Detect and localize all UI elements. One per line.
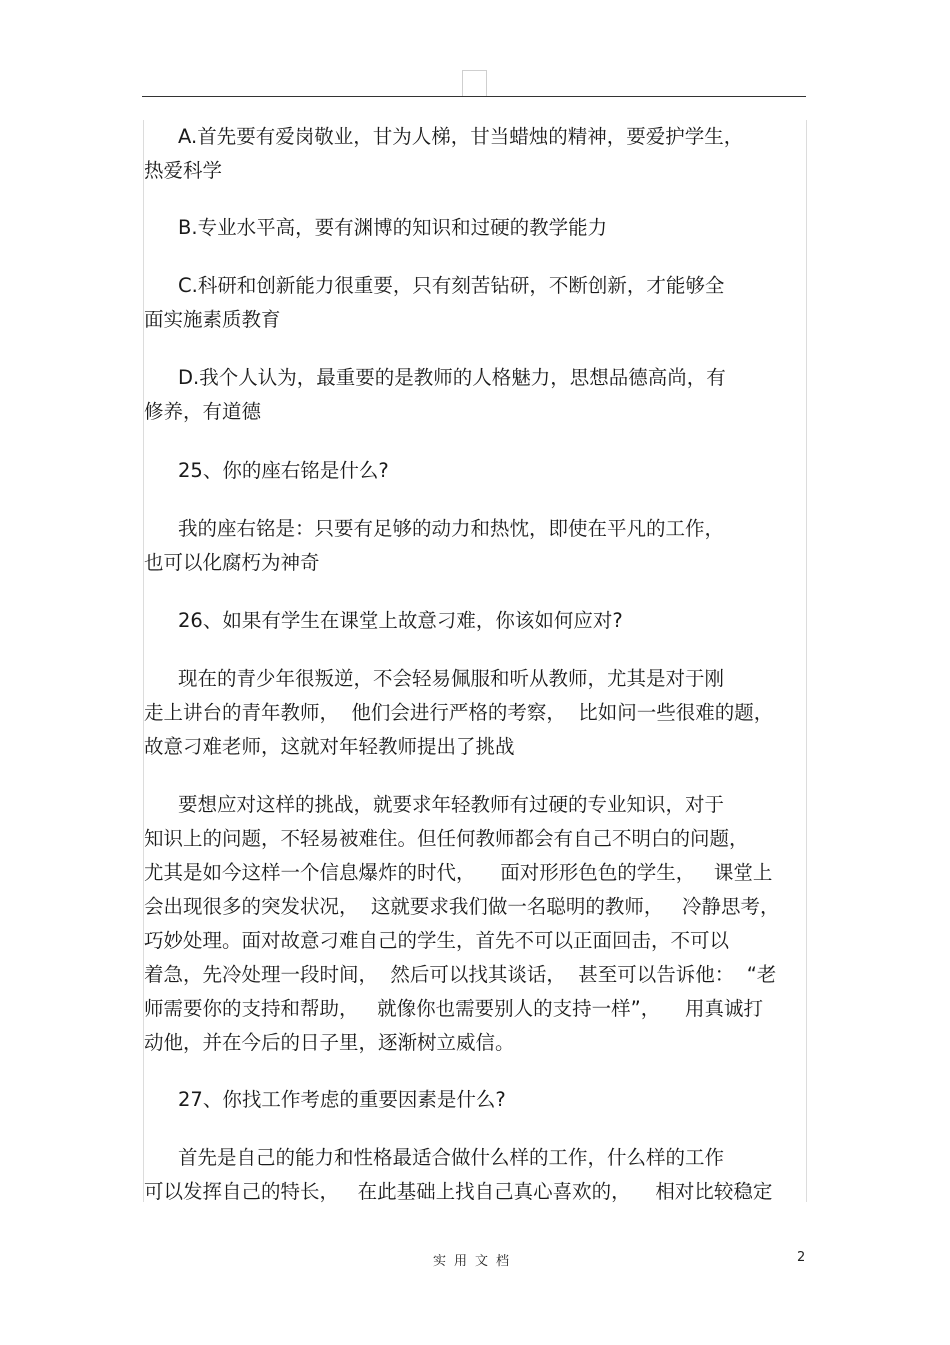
paragraph <box>144 269 724 337</box>
text-line: 26、如果有学生在课堂上故意刁难，你该如何应对? <box>178 609 623 632</box>
text-line: A.首先要有爱岗敬业，甘为人梯，甘当蜡烛的精神，要爱护学生， <box>178 125 744 148</box>
header-rule <box>142 96 806 97</box>
paragraph <box>144 1141 772 1209</box>
text-line: 首先是自己的能力和性格最适合做什么样的工作，什么样的工作 <box>178 1146 725 1169</box>
question-heading <box>144 454 389 488</box>
text-line: 热爱科学 <box>144 159 223 182</box>
text-line: 也可以化腐朽为神奇 <box>144 551 320 574</box>
text-line: 知识上的问题，不轻易被难住。但任何教师都会有自己不明白的问题， <box>144 827 749 850</box>
text-line: 修养，有道德 <box>144 400 262 423</box>
text-line: 可以发挥自己的特长， 在此基础上找自己真心喜欢的， 相对比较稳定 <box>144 1180 773 1203</box>
text-line: 面实施素质教育 <box>144 308 281 331</box>
text-line: 动他，并在今后的日子里，逐渐树立威信。 <box>144 1031 515 1054</box>
text-line: C.科研和创新能力很重要，只有刻苦钻研，不断创新，才能够全 <box>178 274 725 297</box>
text-line: 我的座右铭是：只要有足够的动力和热忱，即使在平凡的工作， <box>178 517 725 540</box>
question-heading <box>144 604 623 638</box>
text-line: 现在的青少年很叛逆，不会轻易佩服和听从教师，尤其是对于刚 <box>178 667 725 690</box>
paragraph <box>144 662 773 764</box>
text-line: B.专业水平高，要有渊博的知识和过硬的教学能力 <box>178 216 608 239</box>
text-line: 走上讲台的青年教师， 他们会进行严格的考察， 比如问一些很难的题， <box>144 701 774 724</box>
paragraph <box>144 361 726 429</box>
text-line: 尤其是如今这样一个信息爆炸的时代， 面对形形色色的学生， 课堂上 <box>144 861 773 884</box>
question-heading <box>144 1083 506 1117</box>
paragraph <box>144 211 607 245</box>
paragraph <box>144 788 780 1060</box>
text-line: 着急，先冷处理一段时间， 然后可以找其谈话， 甚至可以告诉他： “老 <box>144 963 777 986</box>
text-line: 25、你的座右铭是什么? <box>178 459 389 482</box>
text-line: 故意刁难老师，这就对年轻教师提出了挑战 <box>144 735 515 758</box>
content-frame-right-border <box>806 120 807 1202</box>
text-line: 会出现很多的突发状况， 这就要求我们做一名聪明的教师， 冷静思考， <box>144 895 780 918</box>
text-line: 巧妙处理。面对故意刁难自己的学生，首先不可以正面回击，不可以 <box>144 929 730 952</box>
text-line: 要想应对这样的挑战，就要求年轻教师有过硬的专业知识，对于 <box>178 793 725 816</box>
footer-label: 实用文档 <box>432 1254 517 1269</box>
text-line: D.我个人认为，最重要的是教师的人格魅力，思想品德高尚，有 <box>178 366 726 389</box>
page-number: 2 <box>797 1250 806 1265</box>
text-line: 27、你找工作考虑的重要因素是什么? <box>178 1088 506 1111</box>
paragraph <box>144 512 724 580</box>
text-line: 师需要你的支持和帮助， 就像你也需要别人的支持一样”， 用真诚打 <box>144 997 763 1020</box>
paragraph <box>144 120 743 188</box>
header-marker <box>462 70 487 96</box>
